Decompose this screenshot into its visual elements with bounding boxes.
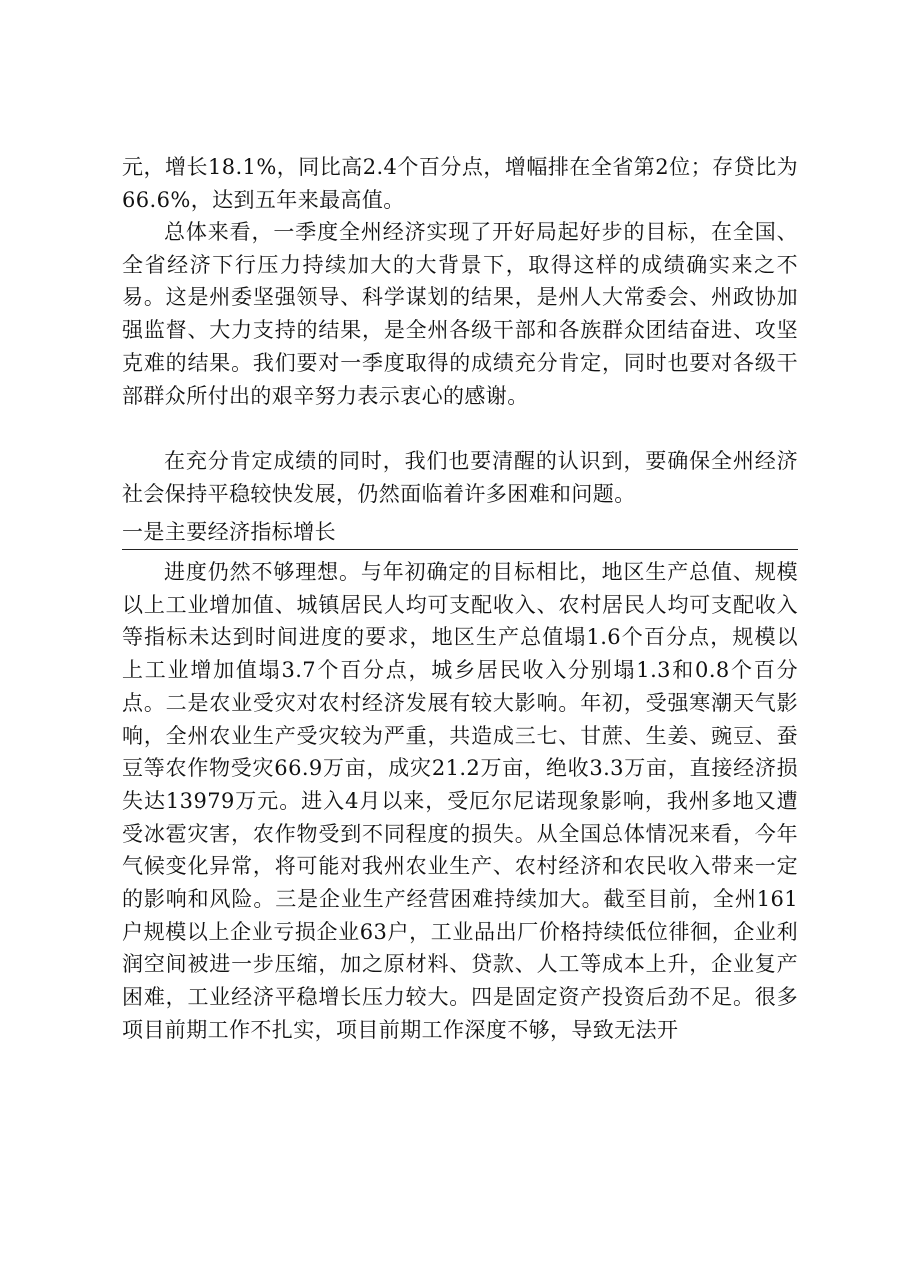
paragraph-problems: 进度仍然不够理想。与年初确定的目标相比，地区生产总值、规模以上工业增加值、城镇居民人均可支配收入、农村居民人均可支配收入等指标未达到时间进度的要求，地区生产总值塌1.6个百分点，规模以上工业增加值塌3.7个百分点，城乡居民收入分别塌1.3和0.8个百分点。二是农业受灾对农村经济发展有较大影响。年初，受强寒潮天气影响，全州农业生产受灾较为严重，共造成三七、甘蔗、生姜、豌豆、蚕豆等农作物受灾66.9万亩，成灾21.2万亩，绝收3.3万亩，直接经济损失达13979万元。进入4月以来，受厄尔尼诺现象影响，我州多地又遭受冰雹灾害，农作物受到不同程度的损失。从全国总体情况来看，今年气候变化异常，将可能对我州农业生产、农村经济和农民收入带来一定的影响和风险。三是企业生产经营困难持续加大。截至目前，全州161户规模以上企业亏损企业63户，工业品出厂价格持续低位徘徊，企业利润空间被进一步压缩，加之原材料、贷款、人工等成本上升，企业复产困难，工业经济平稳增长压力较大。四是固定资产投资后劲不足。很多项目前期工作不扎实，项目前期工作深度不够，导致无法开 — [122, 560, 798, 1042]
horizontal-rule — [122, 549, 798, 550]
paragraph-challenges-intro: 在充分肯定成绩的同时，我们也要清醒的认识到，要确保全州经济社会保持平稳较快发展，仍然面临着许多困难和问题。 — [122, 449, 798, 506]
paragraph-summary: 总体来看，一季度全州经济实现了开好局起好步的目标，在全国、全省经济下行压力持续加大的大背景下，取得这样的成绩确实来之不易。这是州委坚强领导、科学谋划的结果，是州人大常委会、州政协加强监督、大力支持的结果，是全州各级干部和各族群众团结奋进、攻坚克难的结果。我们要对一季度取得的成绩充分肯定，同时也要对各级干部群众所付出的艰辛努力表示衷心的感谢。 — [122, 220, 798, 408]
paragraph-continuation: 元，增长18.1%，同比高2.4个百分点，增幅排在全省第2位；存贷比为66.6%，达到五年来最高值。 — [122, 155, 798, 212]
section-break-line: 一是主要经济指标增长 — [122, 520, 336, 544]
